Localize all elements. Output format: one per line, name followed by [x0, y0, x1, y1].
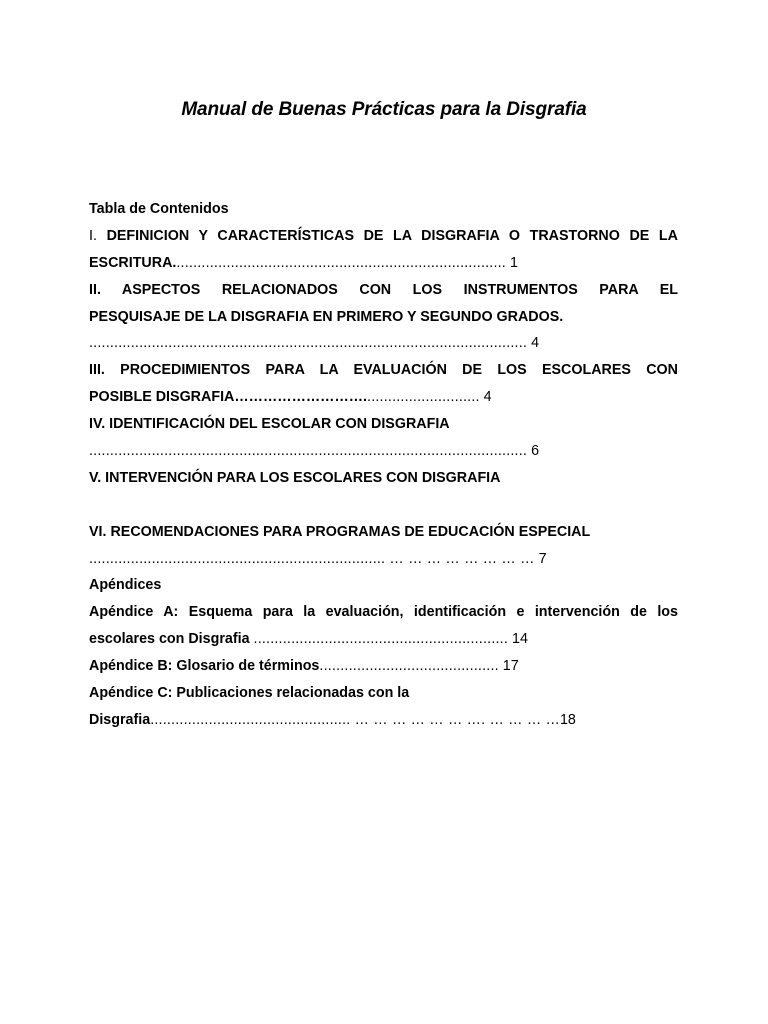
toc-entry-6-line-1[interactable]: VI. RECOMENDACIONES PARA PROGRAMAS DE EDUCACIÓN ESPECIAL [89, 523, 591, 540]
toc-entry-1-line-1[interactable] [89, 223, 678, 250]
toc-entry-5-line-1[interactable]: V. INTERVENCIÓN PARA LOS ESCOLARES CON DISGRAFIA [89, 469, 501, 486]
toc-entry-2-line-2[interactable]: PESQUISAJE DE LA DISGRAFIA EN PRIMERO Y SEGUNDO GRADOS. [89, 308, 564, 325]
appendix-a-line-1[interactable]: Apéndice A: Esquema para la evaluación, identificación e intervención de los [89, 604, 678, 621]
toc-entry-6-leader: ....................................................................... … … … … … … … … [89, 550, 535, 567]
appendices-heading: Apéndices [89, 577, 162, 594]
document-title: Manual de Buenas Prácticas para la Disgrafia [181, 99, 587, 120]
toc-entry-6-page: 7 [538, 550, 547, 567]
toc-spacer [89, 492, 678, 519]
toc-entry-3-page: 4 [483, 389, 492, 406]
toc-entry-2-line-1[interactable]: II. ASPECTOS RELACIONADOS CON LOS INSTRUMENTOS PARA EL [89, 281, 678, 298]
toc-entry-4-leader: ......................................................................................................... [89, 443, 528, 460]
appendix-c-page: 18 [559, 711, 576, 728]
appendix-c-line-2[interactable]: Disgrafia................................................ … … … … … … …. … … … …18 [89, 711, 576, 728]
appendix-c-line-1[interactable]: Apéndice C: Publicaciones relacionadas con la [89, 685, 410, 702]
toc-entry-3-line-1[interactable]: III. PROCEDIMIENTOS PARA LA EVALUACIÓN DE LOS ESCOLARES CON [89, 362, 678, 379]
toc-heading: Tabla de Contenidos [89, 201, 229, 217]
toc-entry-2-line-3[interactable] [89, 330, 678, 357]
appendix-a-page: 14 [512, 631, 528, 648]
toc-entry-2-leader: ......................................................................................................... [89, 335, 528, 352]
toc-entry-1-page: 1 [509, 254, 518, 271]
toc-entry-4-line-1[interactable]: IV. IDENTIFICACIÓN DEL ESCOLAR CON DISGRAFIA [89, 416, 450, 433]
toc-entry-3-leader: ........................... [367, 389, 480, 406]
toc-entry-1-title: DEFINICION Y CARACTERÍSTICAS DE LA DISGRAFIA O TRASTORNO DE LA [106, 227, 678, 244]
appendix-b-page: 17 [502, 658, 519, 675]
toc-entry-2-page: 4 [531, 335, 540, 352]
toc-entry-4-line-2[interactable] [89, 438, 678, 465]
appendix-b-line-1[interactable]: Apéndice B: Glosario de términos........................................... 17 [89, 658, 519, 675]
toc-entry-6-line-2[interactable] [89, 546, 678, 573]
appendix-c-leader: ................................................ … … … … … … …. … … … … [150, 711, 560, 728]
toc-entry-1-line-2[interactable]: ESCRITURA................................................................................ 1 [89, 254, 518, 271]
toc-entry-3-line-2[interactable]: POSIBLE DISGRAFIA………………………............................ 4 [89, 389, 492, 406]
toc-entry-3-leader-bold: ………………………. [234, 389, 368, 406]
appendix-a-line-2[interactable]: escolares con Disgrafia ............................................................. 14 [89, 631, 528, 648]
appendix-a-leader: ............................................................. [253, 631, 509, 648]
table-of-contents [89, 196, 678, 734]
toc-entry-1-leader: ............................................................................... [176, 254, 506, 271]
appendix-b-leader: ........................................... [319, 658, 499, 675]
toc-entry-4-page: 6 [531, 443, 540, 460]
toc-entry-1-number: I. [89, 227, 97, 244]
